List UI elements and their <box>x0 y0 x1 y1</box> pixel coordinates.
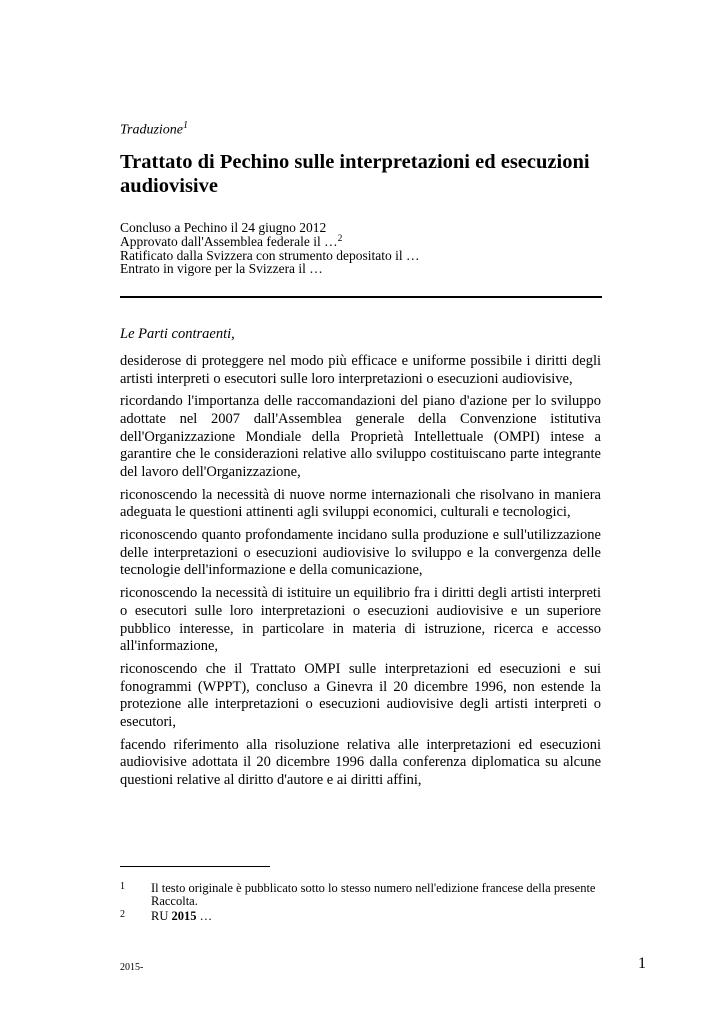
preamble-paragraph: facendo riferimento alla risoluzione relativa alle interpretazioni ed esecuzioni audiovisive adottata il 20 dicembre 1996 dalla conferenza diplomatica su alcune questioni relative al diritto d'autore e ai diritti affini, <box>120 736 601 788</box>
document-title: Trattato di Pechino sulle interpretazioni ed esecuzioni audiovisive <box>120 151 590 197</box>
footnote-text-suffix: … <box>196 909 213 923</box>
preamble-intro: Le Parti contraenti, <box>120 326 235 342</box>
footnote-text <box>151 910 601 923</box>
translation-text: Traduzione <box>120 122 184 138</box>
entry-into-force-line: Entrato in vigore per la Svizzera il … <box>120 261 323 277</box>
footnote-text-prefix: RU <box>151 909 172 923</box>
footnote-number: 2 <box>120 909 125 920</box>
preamble-paragraph: riconoscendo che il Trattato OMPI sulle interpretazioni ed esecuzioni e sui fonogrammi (WPPT), concluso a Ginevra il 20 dicembre 1996, non estende la protezione alle interpretazioni o esecuzioni audiovisive degli artisti interpreti o esecutori, <box>120 660 601 730</box>
preamble-paragraph: ricordando l'importanza delle raccomandazioni del piano d'azione per lo sviluppo adottate nel 2007 dall'Assemblea generale della Convenzione istitutiva dell'Organizzazione Mondiale della Proprietà Intellettuale (OMPI) intese a garantire che le considerazioni relative allo sviluppo costituiscano parte integrante del lavoro dell'Organizzazione, <box>120 393 601 480</box>
footnote-ref-2[interactable]: 2 <box>337 233 343 244</box>
preamble-paragraph: riconoscendo quanto profondamente incidano sulla produzione e sull'utilizzazione delle interpretazioni o esecuzioni audiovisive lo sviluppo e la convergenza delle tecnologie dell'informazione e della comunicazione, <box>120 527 601 579</box>
approved-line <box>120 235 601 249</box>
translation-label <box>120 120 601 139</box>
preamble-body <box>120 353 601 795</box>
footnote-text: Il testo originale è pubblicato sotto lo stesso numero nell'edizione francese della presente Raccolta. <box>151 881 596 909</box>
footnote-ref-1[interactable]: 1 <box>183 120 189 131</box>
preamble-paragraph: riconoscendo la necessità di istituire un equilibrio fra i diritti degli artisti interpreti o esecutori sulle loro interpretazioni o esecuzioni audiovisive e un superiore pubblico interesse, in particolare in materia di istruzione, ricerca e accesso all'informazione, <box>120 585 601 655</box>
preamble-paragraph: desiderose di proteggere nel modo più efficace e uniforme possibile i diritti degli artisti interpreti o esecutori sulle loro interpretazioni o esecuzioni audiovisive, <box>120 353 601 387</box>
footnote-1 <box>120 882 601 909</box>
concluded-line: Concluso a Pechino il 24 giugno 2012 <box>120 220 327 235</box>
preamble-paragraph: riconoscendo la necessità di nuove norme internazionali che risolvano in maniera adeguata le questioni attinenti agli sviluppi economici, culturali e tecnologici, <box>120 486 601 521</box>
header-divider <box>120 296 602 298</box>
footnote-text-bold: 2015 <box>171 909 197 923</box>
footnote-number: 1 <box>120 881 125 892</box>
ratified-line: Ratificato dalla Svizzera con strumento depositato il … <box>120 247 420 263</box>
footnote-2 <box>120 910 601 923</box>
page-number: 1 <box>638 955 646 972</box>
footnote-divider <box>120 866 270 867</box>
footer-code: 2015- <box>120 962 144 973</box>
treaty-metadata <box>120 221 601 276</box>
approved-text: Approvato dall'Assemblea federale il … <box>120 233 338 249</box>
